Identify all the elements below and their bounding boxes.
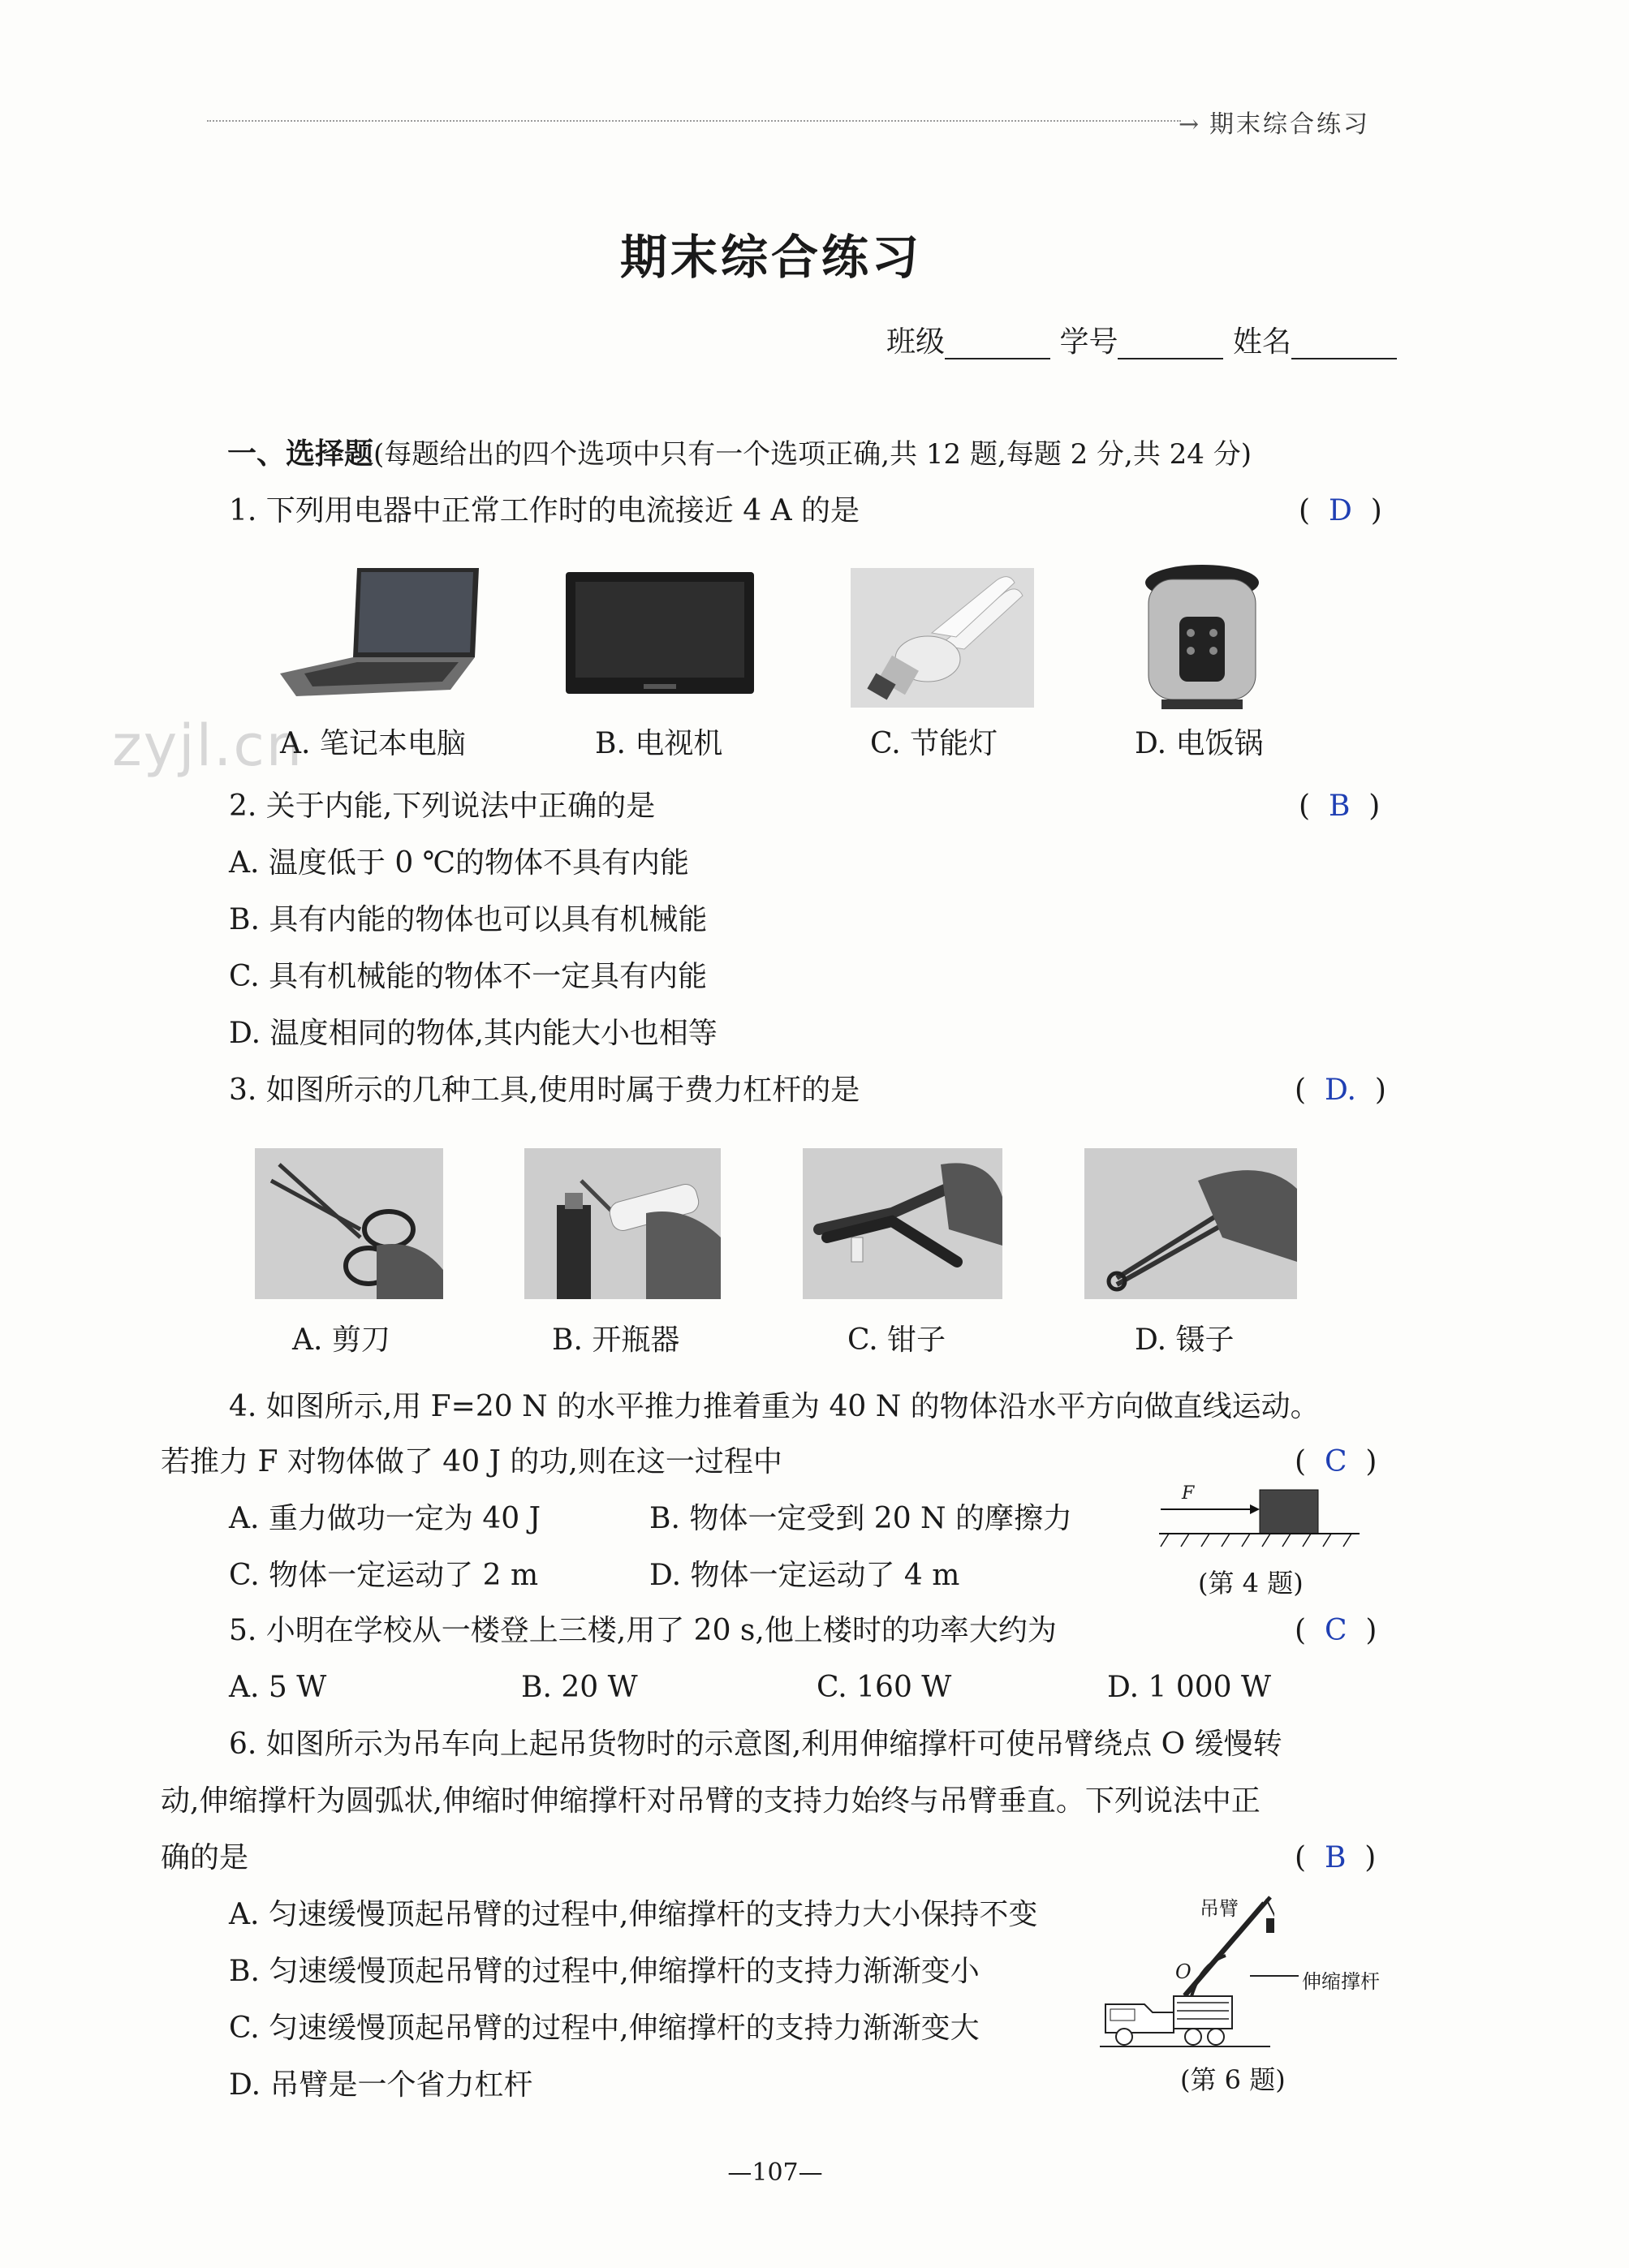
q3-answer-bracket: ( D. ) xyxy=(1295,1074,1386,1107)
tv-image xyxy=(566,572,754,702)
q3-option-c[interactable]: C. 钳子 xyxy=(847,1323,946,1357)
q5-stem: 5. 小明在学校从一楼登上三楼,用了 20 s,他上楼时的功率大约为 xyxy=(229,1614,1057,1647)
name-blank xyxy=(1291,334,1397,359)
class-label: 班级 xyxy=(886,325,946,359)
page-title: 期末综合练习 xyxy=(619,230,922,285)
q6-stem-line3: 确的是 xyxy=(161,1841,249,1874)
header-rule xyxy=(207,120,1181,122)
rice-cooker-image xyxy=(1132,560,1272,712)
number-label: 学号 xyxy=(1059,325,1118,359)
q5-answer: C xyxy=(1324,1614,1347,1647)
q6-pivot-label: O xyxy=(1175,1960,1192,1983)
q2-stem: 2. 关于内能,下列说法中正确的是 xyxy=(229,790,656,823)
q2-option-b[interactable]: B. 具有内能的物体也可以具有机械能 xyxy=(229,903,708,936)
q1-answer: D xyxy=(1328,494,1352,527)
laptop-image xyxy=(280,568,483,698)
q2-option-c[interactable]: C. 具有机械能的物体不一定具有内能 xyxy=(229,960,708,993)
q5-answer-bracket: ( C ) xyxy=(1295,1614,1377,1647)
q3-stem: 3. 如图所示的几种工具,使用时属于费力杠杆的是 xyxy=(229,1074,860,1107)
q6-stem-line1: 6. 如图所示为吊车向上起吊货物时的示意图,利用伸缩撑杆可使吊臂绕点 O 缓慢转 xyxy=(229,1728,1282,1761)
q6-option-c[interactable]: C. 匀速缓慢顶起吊臂的过程中,伸缩撑杆的支持力渐渐变大 xyxy=(229,2012,980,2045)
q4-option-c[interactable]: C. 物体一定运动了 2 m xyxy=(229,1559,539,1592)
q6-figure-caption: (第 6 题) xyxy=(1180,2064,1286,2095)
q3-option-b[interactable]: B. 开瓶器 xyxy=(552,1323,680,1357)
q5-option-d[interactable]: D. 1 000 W xyxy=(1107,1671,1271,1704)
q1-answer-bracket: ( D ) xyxy=(1299,494,1382,527)
q1-option-d[interactable]: D. 电饭锅 xyxy=(1135,727,1264,760)
q2-answer: B xyxy=(1328,790,1351,823)
q3-answer: D. xyxy=(1324,1074,1356,1107)
q4-answer: C xyxy=(1324,1445,1347,1478)
q1-option-b[interactable]: B. 电视机 xyxy=(595,727,723,760)
watermark: zyjl.cn xyxy=(112,712,304,779)
q6-option-a[interactable]: A. 匀速缓慢顶起吊臂的过程中,伸缩撑杆的支持力大小保持不变 xyxy=(229,1898,1038,1931)
q4-figure-caption: (第 4 题) xyxy=(1198,1568,1304,1599)
q4-option-d[interactable]: D. 物体一定运动了 4 m xyxy=(649,1559,960,1592)
bottle-opener-image xyxy=(524,1148,721,1299)
scissors-image xyxy=(255,1148,443,1299)
q2-option-d[interactable]: D. 温度相同的物体,其内能大小也相等 xyxy=(229,1017,718,1050)
q1-option-a[interactable]: A. 笔记本电脑 xyxy=(280,727,466,760)
tweezers-image xyxy=(1084,1148,1297,1299)
class-blank xyxy=(945,334,1050,359)
q6-answer-bracket: ( B ) xyxy=(1295,1841,1377,1874)
q6-arm-label: 吊臂 xyxy=(1200,1897,1239,1920)
section-note: (每题给出的四个选项中只有一个选项正确,共 12 题,每题 2 分,共 24 分) xyxy=(373,438,1252,471)
q4-stem-line1: 4. 如图所示,用 F=20 N 的水平推力推着重为 40 N 的物体沿水平方向做直线运动。 xyxy=(229,1390,1320,1423)
student-info xyxy=(886,325,1397,359)
name-label: 姓名 xyxy=(1232,325,1291,359)
q5-option-a[interactable]: A. 5 W xyxy=(229,1671,327,1704)
q6-stem-line2: 动,伸缩撑杆为圆弧状,伸缩时伸缩撑杆对吊臂的支持力始终与吊臂垂直。下列说法中正 xyxy=(161,1784,1261,1818)
q1-option-c[interactable]: C. 节能灯 xyxy=(870,727,998,760)
q6-option-d[interactable]: D. 吊臂是一个省力杠杆 xyxy=(229,2068,533,2102)
number-blank xyxy=(1118,334,1223,359)
q2-option-a[interactable]: A. 温度低于 0 ℃的物体不具有内能 xyxy=(229,846,689,880)
arrow-right-icon: → xyxy=(1179,110,1200,139)
q1-stem: 1. 下列用电器中正常工作时的电流接近 4 A 的是 xyxy=(229,494,860,527)
q4-option-b[interactable]: B. 物体一定受到 20 N 的摩擦力 xyxy=(649,1502,1072,1535)
running-header: 期末综合练习 xyxy=(1209,110,1370,139)
q6-answer: B xyxy=(1324,1841,1347,1874)
q4-force-label: F xyxy=(1182,1483,1195,1504)
q6-rod-pointer xyxy=(1250,1975,1299,1977)
q4-stem-line2: 若推力 F 对物体做了 40 J 的功,则在这一过程中 xyxy=(161,1445,782,1478)
q2-answer-bracket: ( B ) xyxy=(1299,790,1381,823)
q3-option-a[interactable]: A. 剪刀 xyxy=(292,1323,390,1357)
section-heading xyxy=(227,437,1252,471)
q5-option-c[interactable]: C. 160 W xyxy=(817,1671,952,1704)
q3-option-d[interactable]: D. 镊子 xyxy=(1135,1323,1235,1357)
q6-rod-label: 伸缩撑杆 xyxy=(1302,1970,1380,1993)
q4-answer-bracket: ( C ) xyxy=(1295,1445,1377,1478)
q4-option-a[interactable]: A. 重力做功一定为 40 J xyxy=(229,1502,541,1535)
cfl-lamp-image xyxy=(851,568,1034,708)
section-title: 一、选择题 xyxy=(227,437,374,471)
q5-option-b[interactable]: B. 20 W xyxy=(521,1671,638,1704)
pliers-image xyxy=(803,1148,1002,1299)
page-number: —107— xyxy=(727,2158,823,2187)
q6-option-b[interactable]: B. 匀速缓慢顶起吊臂的过程中,伸缩撑杆的支持力渐渐变小 xyxy=(229,1955,980,1988)
